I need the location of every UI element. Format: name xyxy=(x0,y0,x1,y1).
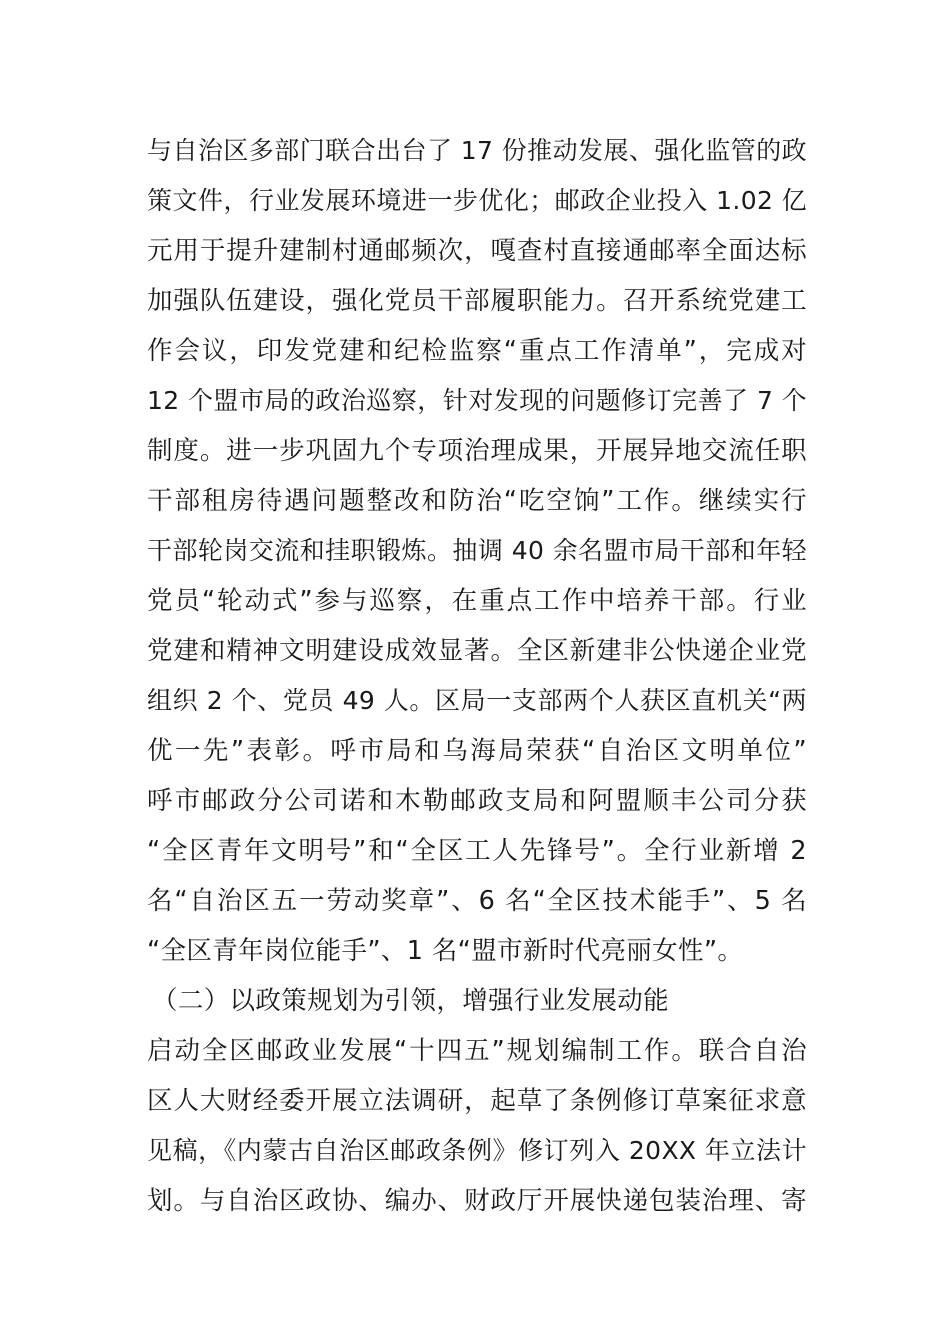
paragraph-line: 名“自治区五一劳动奖章”、6 名“全区技术能手”、5 名 xyxy=(147,886,807,916)
paragraph-line: 与自治区多部门联合出台了 17 份推动发展、强化监管的政 xyxy=(147,136,807,165)
paragraph-line: 组织 2 个、党员 49 人。区局一支部两个人获区直机关“两 xyxy=(147,686,807,715)
paragraph-line: 党建和精神文明建设成效显著。全区新建非公快递企业党 xyxy=(147,636,807,666)
section-heading: （二）以政策规划为引领，增强行业发展动能 xyxy=(152,986,670,1016)
paragraph-line: 策文件，行业发展环境进一步优化；邮政企业投入 1.02 亿 xyxy=(147,186,807,215)
paragraph-line: 干部租房待遇问题整改和防治“吃空饷”工作。继续实行 xyxy=(147,486,807,516)
paragraph-line: 制度。进一步巩固九个专项治理成果，开展异地交流任职 xyxy=(147,436,807,466)
paragraph-line: “全区青年岗位能手”、1 名“盟市新时代亮丽女性”。 xyxy=(147,936,744,966)
paragraph-line: 区人大财经委开展立法调研，起草了条例修订草案征求意 xyxy=(147,1086,807,1116)
paragraph-line: 见稿，《内蒙古自治区邮政条例》修订列入 20XX 年立法计 xyxy=(147,1136,807,1165)
paragraph-line: 加强队伍建设，强化党员干部履职能力。召开系统党建工 xyxy=(147,286,807,316)
paragraph-line: 12 个盟市局的政治巡察，针对发现的问题修订完善了 7 个 xyxy=(147,386,807,415)
paragraph-line: 作会议，印发党建和纪检监察“重点工作清单”，完成对 xyxy=(147,336,807,366)
paragraph-line: 启动全区邮政业发展“十四五”规划编制工作。联合自治 xyxy=(147,1036,807,1066)
paragraph-line: 党员“轮动式”参与巡察，在重点工作中培养干部。行业 xyxy=(147,586,807,616)
paragraph-line: 元用于提升建制村通邮频次，嘎查村直接通邮率全面达标 xyxy=(147,236,807,266)
paragraph-line: 划。与自治区政协、编办、财政厅开展快递包装治理、寄 xyxy=(147,1186,807,1216)
paragraph-line: “全区青年文明号”和“全区工人先锋号”。全行业新增 2 xyxy=(147,836,807,866)
paragraph-line: 呼市邮政分公司诺和木勒邮政支局和阿盟顺丰公司分获 xyxy=(147,786,807,816)
paragraph-line: 优一先”表彰。呼市局和乌海局荣获“自治区文明单位” xyxy=(147,736,807,766)
paragraph-line: 干部轮岗交流和挂职锻炼。抽调 40 余名盟市局干部和年轻 xyxy=(147,536,807,565)
